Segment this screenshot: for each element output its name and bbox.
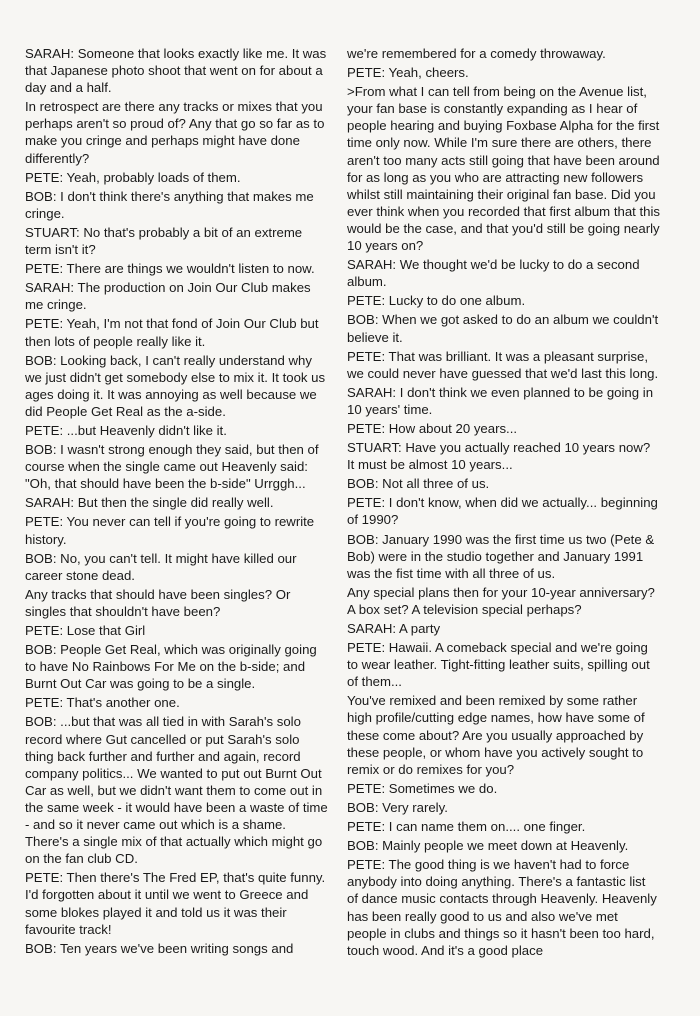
interview-paragraph: PETE: I can name them on.... one finger. [347,819,586,835]
interview-paragraph: SARAH: Someone that looks exactly like me. It was that Japanese photo shoot that went on for about a day and a half. [25,46,327,96]
interview-paragraph: SARAH: A party [347,621,441,636]
interview-paragraph: PETE: Then there's The Fred EP, that's quite funny. I'd forgotten about it until we went to Greece and some blokes played it and told us it was their favourite track! [25,870,326,937]
interview-paragraph: PETE: Yeah, probably loads of them. [25,169,241,185]
interview-paragraph: PETE: ...but Heavenly didn't like it. [25,422,227,438]
interview-paragraph: PETE: How about 20 years... [347,420,518,436]
interview-paragraph: BOB: Looking back, I can't really understand why we just didn't get somebody else to mix it. It took us ages doing it. It was annoying as well because we did People Get Real as the a-side. [25,352,326,419]
interview-paragraph: PETE: Lucky to do one album. [347,293,526,309]
interview-paragraph: PETE: Lose that Girl [25,623,146,638]
interview-paragraph: BOB: No, you can't tell. It might have killed our career stone dead. [25,550,297,583]
interview-paragraph: PETE: Yeah, cheers. [347,65,469,81]
interview-paragraph: BOB: I don't think there's anything that makes me cringe. [25,188,314,221]
interview-paragraph: PETE: Sometimes we do. [347,780,498,796]
interview-paragraph: we're remembered for a comedy throwaway. [347,46,606,61]
right-text-column [347,45,660,961]
interview-paragraph: BOB: ...but that was all tied in with Sarah's solo record where Gut cancelled or put Sarah's solo thing back further and further and again, record company politics... We wanted to put out Burnt Out Car as well, but we didn't want them to come out in the same week - it would have been a waste of time - and so it never came out which is a shame. There's a single mix of that actually which might go on the fan club CD. [25,714,328,867]
interview-paragraph: SARAH: The production on Join Our Club makes me cringe. [25,280,311,313]
interview-paragraph: PETE: That was brilliant. It was a pleasant surprise, we could never have guessed that we'd last this long. [347,348,659,381]
interview-paragraph: SARAH: I don't think we even planned to be going in 10 years' time. [347,384,654,417]
interview-paragraph: BOB: Ten years we've been writing songs and [25,940,294,956]
interview-paragraph: BOB: January 1990 was the first time us two (Pete & Bob) were in the studio together and January 1991 was the fist time with all three of us. [347,531,655,581]
interview-paragraph: STUART: No that's probably a bit of an extreme term isn't it? [25,224,303,258]
interview-paragraph: PETE: Hawaii. A comeback special and we're going to wear leather. Tight-fitting leather suits, spilling out of them... [347,640,650,690]
interview-paragraph: SARAH: We thought we'd be lucky to do a second album. [347,257,640,290]
interview-paragraph: BOB: Not all three of us. [347,476,490,492]
interview-paragraph: >From what I can tell from being on the Avenue list, your fan base is constantly expanding as I hear of people hearing and buying Foxbase Alpha for the first time only now. While I'm sure there are others, there aren't too many acts still going that have been around for as long as you who are attracting new followers whilst still maintaining their original fan base. Did you ever think when you recorded that first album that this would be the case, and that you'd still be going nearly 10 years on? [347,84,660,254]
interview-paragraph: PETE: You never can tell if you're going to rewrite history. [25,514,315,547]
interview-paragraph: PETE: There are things we wouldn't listen to now. [25,261,315,277]
interview-paragraph: PETE: Yeah, I'm not that fond of Join Our Club but then lots of people really like it. [25,316,319,349]
interview-paragraph: BOB: When we got asked to do an album we couldn't believe it. [347,312,659,345]
interview-paragraph: Any special plans then for your 10-year anniversary? A box set? A television special perhaps? [347,584,655,617]
interview-paragraph: SARAH: But then the single did really well. [25,495,274,511]
interview-paragraph: BOB: Mainly people we meet down at Heavenly. [347,838,629,854]
interview-paragraph: PETE: I don't know, when did we actually... beginning of 1990? [347,495,658,528]
left-text-column [25,45,331,959]
interview-paragraph: BOB: People Get Real, which was originally going to have No Rainbows For Me on the b-side; and Burnt Out Car was going to be a single. [25,642,317,692]
interview-paragraph: BOB: Very rarely. [347,799,448,815]
interview-paragraph: STUART: Have you actually reached 10 years now? It must be almost 10 years... [347,440,651,473]
interview-paragraph: PETE: The good thing is we haven't had to force anybody into doing anything. There's a fantastic list of dance music contacts through Heavenly. Heavenly has been really good to us and also we've met people in clubs and things so it hasn't been too hard, touch wood. And it's a good place [347,857,657,958]
interview-paragraph: You've remixed and been remixed by some rather high profile/cutting edge names, how have some of these come about? Are you usually approached by these people, or whom have you actively sought to remix or do remixes for you? [347,693,645,777]
interview-paragraph: BOB: I wasn't strong enough they said, but then of course when the single came out Heavenly said: "Oh, that should have been the b-side" Urrggh... [25,442,319,492]
interview-paragraph: PETE: That's another one. [25,695,180,711]
interview-paragraph: In retrospect are there any tracks or mixes that you perhaps aren't so proud of? Any that go so far as to make you cringe and perhaps might have done differently? [25,99,325,166]
interview-paragraph: Any tracks that should have been singles? Or singles that shouldn't have been? [25,586,291,619]
